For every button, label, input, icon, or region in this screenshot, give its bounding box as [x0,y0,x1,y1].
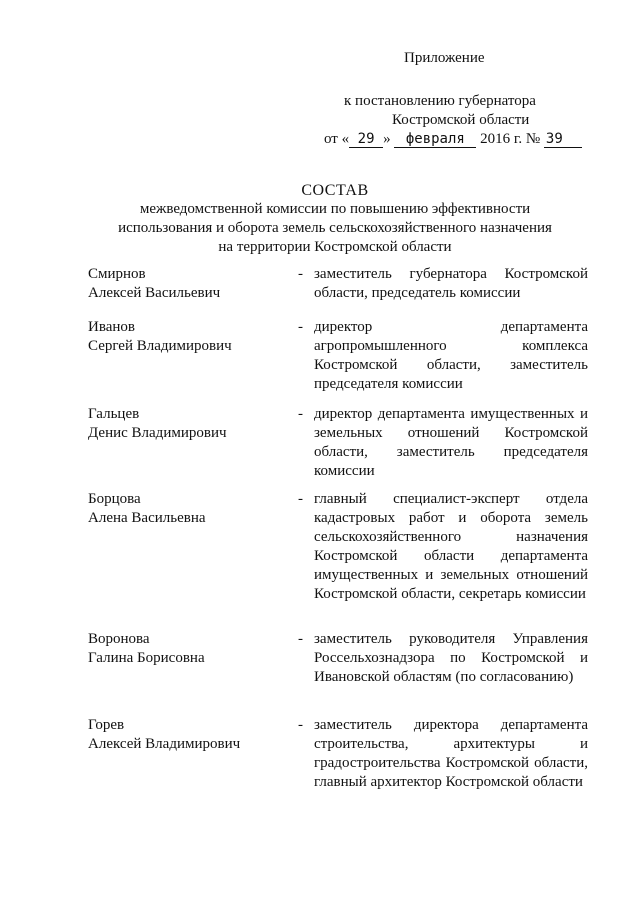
member-surname: Иванов [88,319,135,335]
member-dash: - [298,406,303,422]
member-given-name: Сергей Владимирович [88,338,232,354]
title-line-3: на территории Костромской области [218,239,452,255]
member-surname: Горев [88,717,125,733]
member-role: заместитель директора департамента строительства, архитектуры и градостроительства Костромской области, главный архитектор Костромской области [314,717,588,790]
title-line-2: использования и оборота земель сельскохозяйственного назначения [118,220,552,236]
member-role: главный специалист-эксперт отдела кадастровых работ и оборота земель сельскохозяйственного назначения Костромской области департамента имущественных и земельных отношений Костромской области, секретарь комиссии [314,491,588,602]
member-surname: Смирнов [88,266,146,282]
date-month: февраля [394,131,476,148]
member-given-name: Алексей Владимирович [88,736,241,752]
member-name [88,490,288,528]
member-given-name: Алексей Васильевич [88,285,221,301]
member-dash: - [298,491,303,507]
title-line-1: межведомственной комиссии по повышению эффективности [139,201,531,217]
member-role: заместитель губернатора Костромской области, председатель комиссии [314,266,588,301]
decree-line-1: к постановлению губернатора [344,93,536,109]
decree-reference [324,92,582,149]
date-day: 29 [349,131,383,148]
member-name [88,318,288,356]
appendix-label: Приложение [404,50,485,66]
decree-number: 39 [544,131,582,148]
decree-date-line: от « 29 » февраля 2016 г. № 39 [324,130,582,149]
member-dash: - [298,717,303,733]
member-name [88,405,288,443]
date-prefix: от [324,131,338,147]
member-given-name: Галина Борисовна [88,650,205,666]
member-name [88,630,288,668]
date-year: 2016 г. № [480,131,541,147]
member-dash: - [298,319,303,335]
member-role: директор департамента имущественных и земельных отношений Костромской области, заместитель председателя комиссии [314,406,588,479]
decree-line-2: Костромской области [392,112,530,128]
member-surname: Гальцев [88,406,140,422]
member-name [88,265,288,303]
document-title [0,181,640,257]
member-given-name: Алена Васильевна [88,510,206,526]
member-dash: - [298,631,303,647]
member-given-name: Денис Владимирович [88,425,227,441]
member-name [88,716,288,754]
member-role: заместитель руководителя Управления Россельхознадзора по Костромской и Ивановской областям (по согласованию) [314,631,588,685]
member-surname: Воронова [88,631,150,647]
member-dash: - [298,266,303,282]
title-main: СОСТАВ [301,182,369,199]
member-surname: Борцова [88,491,141,507]
member-role: директор департамента агропромышленного комплекса Костромской области, заместитель председателя комиссии [314,319,588,392]
